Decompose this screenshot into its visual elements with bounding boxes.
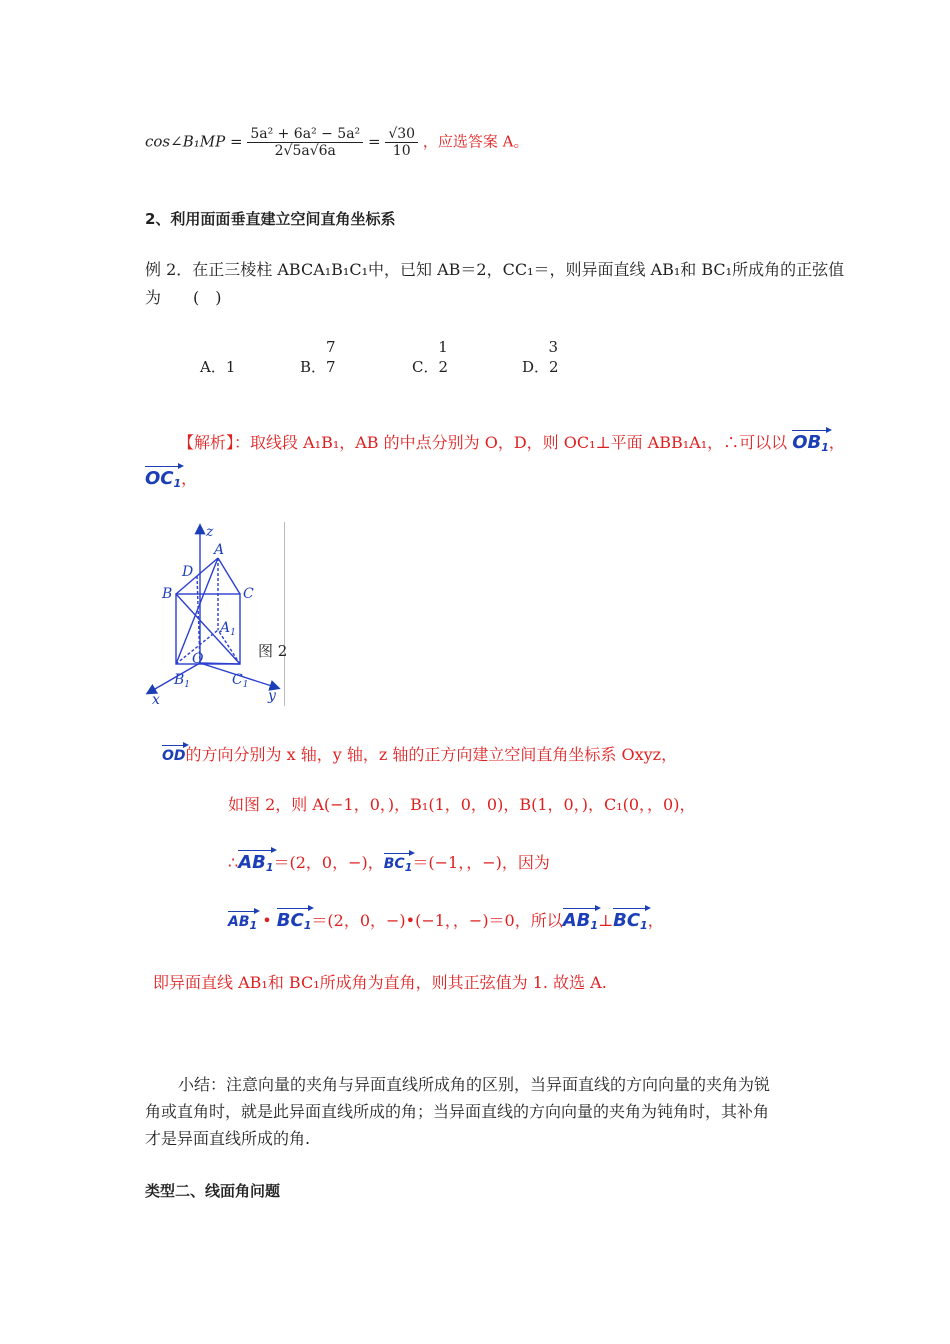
vector-oc1-name: OC — [145, 468, 174, 489]
option-d-top: 3 — [548, 338, 559, 356]
option-a-label: A．1 — [200, 358, 236, 376]
formula-numerator: 5a² + 6a² − 5a² — [247, 126, 363, 143]
label-c: C — [243, 586, 254, 602]
formula-result-numerator: √30 — [385, 126, 418, 143]
option-a-top — [200, 338, 235, 356]
formula-answer: ，应选答案 A。 — [422, 132, 529, 151]
section-heading: 2、利用面面垂直建立空间直角坐标系 — [145, 210, 396, 228]
option-c — [412, 338, 448, 377]
vector-ob1 — [792, 428, 829, 453]
perp-vector-bc1 — [613, 906, 648, 931]
dot-vector-bc1 — [277, 906, 312, 931]
dot-vector-ab1 — [228, 909, 257, 931]
vector-ob1-name: OB — [792, 432, 822, 453]
dot-vector-ab1-sub: 1 — [249, 919, 258, 932]
option-c-top: 1 — [438, 338, 448, 356]
edge-ca — [218, 558, 240, 594]
vector-bc1-sub: 1 — [404, 861, 413, 874]
formula-fraction — [247, 126, 363, 159]
figure-divider — [284, 522, 285, 706]
label-a: A — [214, 542, 225, 558]
dot-vector-bc1-sub: 1 — [303, 919, 312, 932]
formula-equals: = — [367, 132, 381, 151]
perp-vector-bc1-name: BC — [613, 910, 641, 931]
dot-product-line — [228, 906, 664, 931]
label-c1-sub: 1 — [242, 680, 249, 690]
conclusion-line: 即异面直线 AB₁和 BC₁所成角为直角，则其正弦值为 1. 故选 A. — [153, 973, 607, 992]
vector-od — [162, 743, 186, 763]
perp-vector-ab1 — [563, 906, 598, 931]
label-d: D — [182, 564, 194, 580]
option-b-top: 7 — [326, 338, 336, 356]
vector-ob1-sub: 1 — [821, 441, 829, 454]
perp-symbol: ⊥ — [598, 911, 614, 930]
analysis-tag: 【解析】 — [178, 433, 235, 452]
vector-bc1 — [384, 851, 413, 873]
formula-result-denominator: 10 — [392, 143, 411, 159]
vector-ab1-value: ＝(2，0，−)， — [273, 853, 384, 872]
analysis-line — [178, 428, 845, 453]
dot-vector-bc1-name: BC — [276, 910, 304, 931]
summary-line-3: 才是异面直线所成的角. — [145, 1129, 311, 1148]
label-b1 — [173, 672, 190, 690]
vector-ab1 — [238, 848, 273, 873]
label-a1-letter: A — [220, 620, 231, 636]
vectors-line — [228, 848, 550, 873]
analysis-comma: ， — [828, 433, 845, 452]
vector-ab1-name: AB — [238, 852, 266, 873]
analysis-text: ：取线段 A₁B₁，AB 的中点分别为 O，D，则 OC₁⊥平面 ABB₁A₁，∴可以以 — [234, 433, 788, 452]
perp-vector-bc1-sub: 1 — [640, 919, 648, 932]
analysis-line-2 — [145, 464, 197, 489]
figure-caption: 图 2 — [258, 642, 288, 660]
vector-oc1-sub: 1 — [173, 477, 182, 490]
dot-vector-ab1-name: AB — [228, 914, 250, 930]
label-x: x — [152, 692, 160, 708]
formula-denominator: 2√5a√6a — [274, 143, 336, 159]
option-d — [522, 338, 559, 377]
axes-text: 的方向分别为 x 轴，y 轴，z 轴的正方向建立空间直角坐标系 Oxyz， — [185, 745, 678, 764]
label-a1-sub: 1 — [230, 628, 236, 638]
option-a — [200, 338, 235, 377]
label-z: z — [206, 524, 214, 540]
label-c1 — [232, 672, 248, 690]
label-b1-letter: B — [174, 672, 185, 688]
axes-line — [162, 742, 677, 765]
type-two-heading: 类型二、线面角问题 — [145, 1182, 281, 1200]
coords-line: 如图 2，则 A(−1，0，)，B₁(1，0，0)，B(1，0，)，C₁(0，，0)， — [228, 795, 696, 814]
vector-oc1 — [145, 464, 181, 489]
therefore-symbol: ∴ — [228, 853, 239, 872]
vector-bc1-value: ＝(−1，，−)，因为 — [412, 853, 550, 872]
option-b-label: B．7 — [300, 358, 336, 376]
perp-vector-ab1-sub: 1 — [590, 919, 599, 932]
analysis-comma-2: ， — [181, 469, 198, 488]
label-b1-sub: 1 — [184, 680, 191, 690]
label-o: O — [192, 651, 204, 667]
label-c1-letter: C — [232, 672, 243, 688]
perp-vector-ab1-name: AB — [562, 910, 591, 931]
prism-figure — [140, 518, 300, 708]
vector-od-name: OD — [162, 748, 186, 764]
dot-product-value: ＝(2，0，−)•(−1，，−)＝0，所以 — [311, 911, 563, 930]
label-y: y — [268, 688, 276, 704]
segment-oc1 — [200, 663, 240, 664]
vector-ab1-sub: 1 — [265, 861, 274, 874]
option-b — [300, 338, 336, 377]
cosine-formula — [145, 126, 528, 159]
option-c-label: C．2 — [412, 358, 449, 376]
label-a1 — [218, 620, 236, 638]
label-b: B — [162, 586, 173, 602]
dot-symbol: • — [262, 911, 272, 930]
vector-bc1-name: BC — [383, 856, 405, 872]
formula-result — [385, 126, 418, 159]
formula-lhs: cos∠B₁MP = — [145, 132, 243, 151]
option-d-label: D．2 — [522, 358, 559, 376]
summary-line-1: 小结：注意向量的夹角与异面直线所成角的区别，当异面直线的方向向量的夹角为锐 — [178, 1075, 771, 1094]
example-line-1: 例 2．在正三棱柱 ABCA₁B₁C₁中，已知 AB＝2，CC₁＝，则异面直线 AB₁和 BC₁所成角的正弦值 — [145, 260, 845, 279]
summary-line-2: 角或直角时，就是此异面直线所成的角；当异面直线的方向向量的夹角为钝角时，其补角 — [145, 1102, 770, 1121]
prism-diagram — [140, 518, 300, 708]
dot-line-end: ， — [647, 911, 664, 930]
example-line-2: 为 ( ) — [145, 288, 222, 307]
